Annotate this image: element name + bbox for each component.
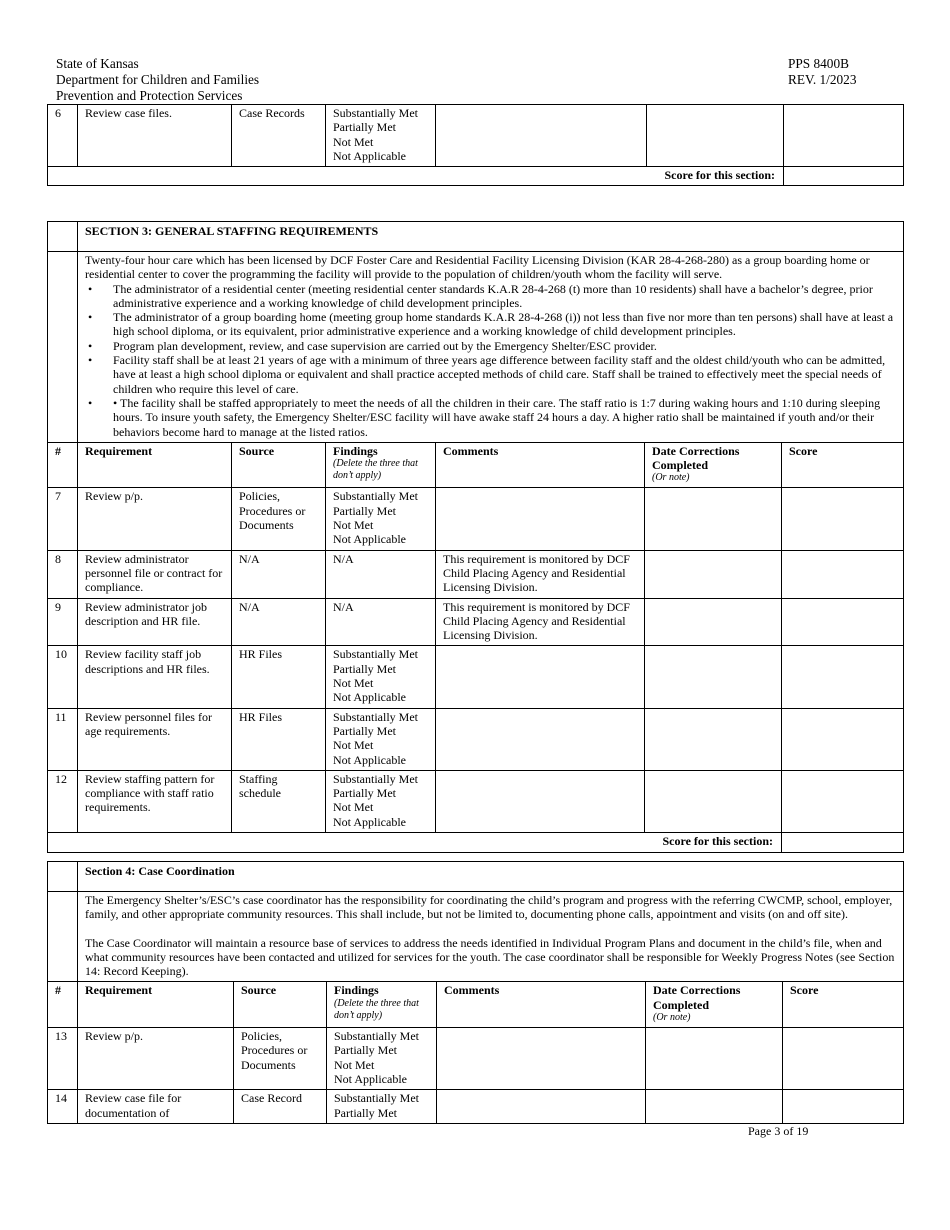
requirement-number-text: 6: [55, 106, 61, 120]
comments-cell-text: This requirement is monitored by DCF Child Placing Agency and Residential Licensing Division.: [443, 599, 630, 643]
requirement-number: [48, 1090, 78, 1124]
score-cell[interactable]: [783, 1028, 904, 1090]
col-header-score: Score: [783, 982, 904, 1028]
header-state: State of Kansas: [56, 56, 139, 71]
section-4-paragraph-2: The Case Coordinator will maintain a resource base of services to address the needs identified in Individual Program Plans and document in the child’s file, when and what community resources have been contacted and utilized for services for the youth. The case coordinator shall be responsible for Weekly Progress Notes (see Section 14: Record Keeping).: [85, 935, 895, 979]
comments-cell[interactable]: [437, 1028, 646, 1090]
requirement-text: [78, 1028, 234, 1090]
requirement-text: [78, 105, 232, 167]
section-3-bullet: • Facility staff shall be at least 21 years of age with a minimum of three years age difference between facility staff and the oldest child/youth who can be admitted, have at least a high school diploma or equivalent and shall practice accepted methods of child care. Staff shall be trained to effectively meet the special needs of children who require this level of care.: [85, 353, 899, 396]
requirement-source: [232, 488, 326, 550]
requirement-number: [48, 488, 78, 550]
date-header-line2: Completed: [653, 997, 709, 1012]
section-3-bullet: • The administrator of a residential center (meeting residential center standards K.A.R 28-4-268 (t) more than 10 residents) shall have a bachelor’s degree, prior administrative experience and a working knowledge of child development principles.: [85, 282, 899, 311]
requirement-text-text: Review case files.: [85, 106, 172, 120]
requirement-row: [48, 488, 904, 550]
score-cell[interactable]: [784, 167, 904, 186]
requirement-number-text: 8: [55, 551, 61, 566]
col-header-comments: Comments: [437, 982, 646, 1028]
requirement-row: [48, 105, 904, 167]
requirement-text: [78, 708, 232, 770]
col-header-date-corrections: [645, 442, 782, 488]
requirement-text-text: Review personnel files for age requirements.: [85, 709, 212, 738]
section-4-paragraph-1: The Emergency Shelter’s/ESC’s case coordinator has the responsibility for coordinating the child’s program and progress with the referring CWCMP, school, employer, family, and other appropriate community resources. This shall include, but not be limited to, documenting phone calls, appointment and visits (on and off site).: [85, 893, 893, 922]
finding-option[interactable]: Partially Met: [333, 661, 396, 676]
requirement-row: [48, 550, 904, 598]
finding-option[interactable]: Not Met: [333, 134, 374, 149]
requirement-source-text: Case Records: [239, 106, 305, 120]
header-form-number: PPS 8400B: [788, 56, 849, 71]
date-header-note: (Or note): [653, 1012, 691, 1024]
requirement-text-text: Review administrator job description and HR file.: [85, 599, 207, 628]
finding-option[interactable]: Substantially Met: [334, 1029, 419, 1044]
requirement-row: [48, 598, 904, 646]
date-header-line1: Date Corrections: [653, 983, 741, 998]
section-3-bullet-list: [85, 282, 899, 439]
section-3-bullet: • Program plan development, review, and case supervision are carried out by the Emergency Shelter/ESC provider.: [85, 339, 899, 353]
comments-cell[interactable]: [436, 105, 647, 167]
section-3-bullet: • • The facility shall be staffed appropriately to meet the needs of all the children in their care. The staff ratio is 1:7 during waking hours and 1:10 during sleeping hours. To insure youth safety, the Emergency Shelter/ESC facility will have awake staff 24 hours a day. A higher ratio shall be maintained if youth and/or their behaviors become hard to manage at the listed ratios.: [85, 396, 899, 439]
comments-cell[interactable]: [436, 550, 645, 598]
findings-header-note: (Delete the three that don’t apply): [333, 458, 418, 482]
requirement-source: [232, 105, 326, 167]
requirement-text-text: Review facility staff job descriptions and HR files.: [85, 647, 210, 676]
requirement-source: [232, 770, 326, 832]
finding-option[interactable]: Partially Met: [333, 120, 396, 135]
requirement-number: [48, 550, 78, 598]
finding-option[interactable]: Partially Met: [333, 503, 396, 518]
date-corrections-cell[interactable]: [645, 598, 782, 646]
section-2-continuation-table: [47, 104, 904, 186]
section-4-title: Section 4: Case Coordination: [78, 862, 904, 892]
requirement-number: [48, 770, 78, 832]
requirement-text-text: Review p/p.: [85, 1029, 143, 1044]
date-corrections-cell[interactable]: [646, 1028, 783, 1090]
findings-header-label: Findings: [333, 443, 378, 458]
date-header-line1: Date Corrections: [652, 443, 740, 458]
requirement-text: [78, 488, 232, 550]
requirement-source: [232, 708, 326, 770]
score-cell[interactable]: [782, 708, 904, 770]
comments-cell[interactable]: [436, 708, 645, 770]
page-number: Page 3 of 19: [748, 1124, 809, 1138]
finding-option[interactable]: N/A: [333, 551, 354, 566]
requirement-text-text: Review staffing pattern for compliance with staff ratio requirements.: [85, 771, 215, 815]
finding-option[interactable]: Partially Met: [334, 1105, 397, 1120]
section-4-title-row: [48, 862, 904, 892]
finding-option[interactable]: Not Applicable: [333, 814, 406, 829]
requirement-source-text: HR Files: [239, 647, 283, 662]
finding-option[interactable]: N/A: [333, 599, 354, 614]
requirement-number: [48, 598, 78, 646]
requirement-text: [78, 646, 232, 708]
requirement-number-text: 13: [55, 1029, 67, 1044]
score-cell[interactable]: [782, 598, 904, 646]
score-cell[interactable]: [784, 105, 904, 167]
finding-option[interactable]: Partially Met: [333, 723, 396, 738]
finding-option[interactable]: Not Met: [333, 738, 374, 753]
score-cell[interactable]: [782, 770, 904, 832]
findings-cell[interactable]: [326, 770, 436, 832]
col-header-date-corrections: [646, 982, 783, 1028]
requirement-source-text: Case Record: [241, 1091, 302, 1106]
section-4-table: [47, 861, 904, 1124]
finding-option[interactable]: Not Applicable: [334, 1071, 407, 1086]
comments-cell[interactable]: [436, 488, 645, 550]
section-3-table: [47, 221, 904, 853]
date-corrections-cell[interactable]: [645, 770, 782, 832]
finding-option[interactable]: Not Met: [333, 800, 374, 815]
requirement-source: [232, 598, 326, 646]
col-header-findings: [327, 982, 437, 1028]
date-corrections-cell[interactable]: [645, 646, 782, 708]
finding-option[interactable]: Substantially Met: [333, 771, 418, 786]
requirement-source: [234, 1090, 327, 1124]
header-department: Department for Children and Families: [56, 72, 260, 87]
col-header-requirement: Requirement: [78, 982, 234, 1028]
date-corrections-cell[interactable]: [647, 105, 784, 167]
header-division: Prevention and Protection Services: [56, 88, 243, 103]
requirement-number: [48, 1028, 78, 1090]
finding-option[interactable]: Substantially Met: [333, 709, 418, 724]
score-cell[interactable]: [782, 832, 904, 852]
col-header-num: #: [48, 442, 78, 488]
date-corrections-cell[interactable]: [645, 550, 782, 598]
score-cell[interactable]: [782, 550, 904, 598]
section-3-intro-row: [48, 252, 904, 443]
requirement-source-text: N/A: [239, 551, 260, 566]
requirement-source-text: Policies, Procedures or Documents: [239, 489, 306, 533]
findings-header-label: Findings: [334, 983, 379, 998]
requirement-number-text: 9: [55, 599, 61, 614]
section-3-title-row: [48, 222, 904, 252]
finding-option[interactable]: Partially Met: [333, 786, 396, 801]
score-row: [48, 832, 904, 852]
finding-option[interactable]: Substantially Met: [333, 106, 418, 120]
requirement-number: [48, 708, 78, 770]
finding-option[interactable]: Partially Met: [334, 1043, 397, 1058]
date-corrections-cell[interactable]: [645, 488, 782, 550]
finding-option[interactable]: Not Applicable: [333, 690, 406, 705]
score-cell[interactable]: [782, 646, 904, 708]
findings-cell[interactable]: [327, 1090, 437, 1124]
requirement-row: [48, 646, 904, 708]
requirement-number-text: 14: [55, 1091, 67, 1106]
finding-option[interactable]: Substantially Met: [333, 489, 418, 504]
section-4-intro: [78, 892, 904, 982]
findings-header-note: (Delete the three that don’t apply): [334, 997, 419, 1021]
requirement-number-text: 7: [55, 489, 61, 504]
agency-header: [56, 56, 259, 104]
form-id-header: [788, 56, 856, 88]
findings-cell[interactable]: [326, 598, 436, 646]
comments-cell[interactable]: [436, 598, 645, 646]
finding-option[interactable]: Substantially Met: [334, 1091, 419, 1106]
score-cell[interactable]: [782, 488, 904, 550]
requirement-text-text: Review administrator personnel file or contract for compliance.: [85, 551, 223, 595]
findings-cell[interactable]: [326, 646, 436, 708]
requirement-source-text: Staffing schedule: [239, 771, 281, 801]
requirement-source-text: HR Files: [239, 709, 283, 724]
finding-option[interactable]: Not Met: [333, 676, 374, 691]
requirement-text: [78, 770, 232, 832]
header-revision: REV. 1/2023: [788, 72, 857, 87]
col-header-comments: Comments: [436, 442, 645, 488]
requirement-row: [48, 1090, 904, 1124]
date-header-note: (Or note): [652, 472, 690, 484]
comments-cell[interactable]: [437, 1090, 646, 1124]
comments-cell[interactable]: [436, 770, 645, 832]
section-4-intro-row: [48, 892, 904, 982]
col-header-score: Score: [782, 442, 904, 488]
requirement-source-text: N/A: [239, 599, 260, 614]
col-header-num: #: [48, 982, 78, 1028]
score-label: Score for this section:: [48, 832, 782, 852]
requirement-row: [48, 770, 904, 832]
requirement-row: [48, 708, 904, 770]
requirement-row: [48, 1028, 904, 1090]
date-corrections-cell[interactable]: [645, 708, 782, 770]
score-row: [48, 167, 904, 186]
requirement-source-text: Policies, Procedures or Documents: [241, 1029, 308, 1072]
requirement-number: [48, 646, 78, 708]
findings-cell[interactable]: [326, 488, 436, 550]
requirement-source: [232, 646, 326, 708]
requirement-number-text: 10: [55, 647, 67, 662]
findings-cell[interactable]: [326, 550, 436, 598]
comments-cell-text: This requirement is monitored by DCF Child Placing Agency and Residential Licensing Division.: [443, 551, 630, 595]
requirement-number-text: 11: [55, 709, 67, 724]
finding-option[interactable]: Not Met: [334, 1057, 375, 1072]
section-3-title: SECTION 3: GENERAL STAFFING REQUIREMENTS: [78, 222, 904, 252]
requirement-source: [232, 550, 326, 598]
finding-option[interactable]: Not Met: [333, 518, 374, 533]
date-corrections-cell[interactable]: [646, 1090, 783, 1124]
section-3-intro-text: Twenty-four hour care which has been licensed by DCF Foster Care and Residential Facility Licensing Division (KAR 28-4-268-280) as a group boarding home or residential center to cover the programming the facility will provide to the population of children/youth whom the facility will serve.: [85, 253, 870, 282]
section-3-intro: [78, 252, 904, 443]
section-3-column-header-row: [48, 442, 904, 488]
col-header-findings: [326, 442, 436, 488]
section-3-bullet: • The administrator of a group boarding home (meeting group home standards K.A.R 28-4-268 (i)) not less than five nor more than ten persons) shall have at least a high school diploma, or its equivalent, prior administrative experience and a working knowledge of child development principles.: [85, 310, 899, 339]
section-4-column-header-row: [48, 982, 904, 1028]
requirement-source: [234, 1028, 327, 1090]
score-label: Score for this section:: [48, 167, 784, 186]
finding-option[interactable]: Substantially Met: [333, 647, 418, 662]
findings-cell[interactable]: [326, 105, 436, 167]
requirement-text: [78, 550, 232, 598]
col-header-source: Source: [232, 442, 326, 488]
finding-option[interactable]: Not Applicable: [333, 752, 406, 767]
col-header-source: Source: [234, 982, 327, 1028]
score-cell[interactable]: [783, 1090, 904, 1124]
requirement-text: [78, 1090, 234, 1124]
comments-cell[interactable]: [436, 646, 645, 708]
col-header-requirement: Requirement: [78, 442, 232, 488]
requirement-text-text: Review p/p.: [85, 489, 143, 504]
findings-cell[interactable]: [327, 1028, 437, 1090]
finding-option[interactable]: Not Applicable: [333, 532, 406, 547]
requirement-number: [48, 105, 78, 167]
requirement-text: [78, 598, 232, 646]
findings-cell[interactable]: [326, 708, 436, 770]
requirement-number-text: 12: [55, 771, 67, 786]
finding-option[interactable]: Not Applicable: [333, 148, 406, 163]
requirement-text-text: Review case file for documentation of: [85, 1091, 182, 1120]
date-header-line2: Completed: [652, 458, 708, 473]
